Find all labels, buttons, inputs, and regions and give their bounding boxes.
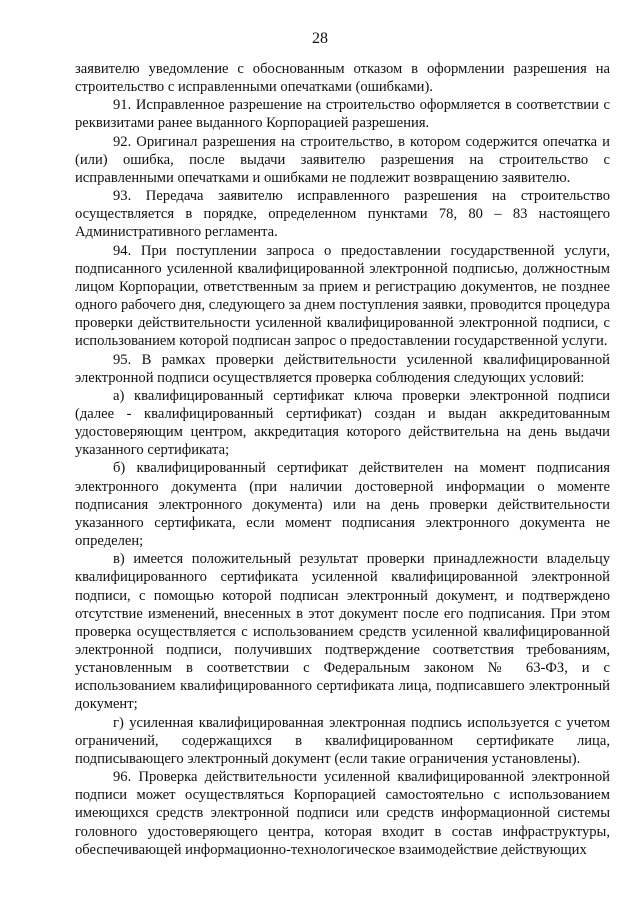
paragraph: заявителю уведомление с обоснованным отказом в оформлении разрешения на строительство с исправленными опечатками (ошибками). (75, 61, 610, 96)
paragraph: 91. Исправленное разрешение на строительство оформляется в соответствии с реквизитами ранее выданного Корпорацией разрешения. (75, 97, 610, 132)
paragraph: 95. В рамках проверки действительности усиленной квалифицированной электронной подписи осуществляется проверка соблюдения следующих условий: (75, 351, 610, 386)
paragraph: 94. При поступлении запроса о предоставлении государственной услуги, подписанного усиленной квалифицированной электронной подписью, должностным лицом Корпорации, ответственным за прием и регистрацию документов, не позднее одного рабочего дня, следующего за днем поступления заявки, проводится процедура проверки действительности усиленной квалифицированной электронной подписи, с использованием которой подписан запрос о предоставлении государственной услуги. (75, 242, 610, 350)
paragraph: 96. Проверка действительности усиленной квалифицированной электронной подписи может осуществляться Корпорацией самостоятельно с использованием имеющихся средств электронной подписи или средств информационной системы головного удостоверяющего центра, которая входит в состав инфраструктуры, обеспечивающей информационно-технологическое взаимодействие действующих (75, 769, 610, 858)
paragraph: б) квалифицированный сертификат действителен на момент подписания электронного документа (при наличии достоверной информации о моменте подписания электронного документа) или на день проверки действительности указанного сертификата, если момент подписания электронного документа не определен; (75, 460, 610, 550)
document-body (75, 60, 610, 859)
paragraph: 93. Передача заявителю исправленного разрешения на строительство осуществляется в порядке, определенном пунктами 78, 80 – 83 настоящего Административного регламента. (75, 188, 610, 241)
page-number: 28 (312, 30, 328, 47)
paragraph: г) усиленная квалифицированная электронная подпись используется с учетом ограничений, содержащихся в квалифицированном сертификате лица, подписывающего электронный документ (если такие ограничения установлены). (75, 714, 610, 767)
paragraph: 92. Оригинал разрешения на строительство, в котором содержится опечатка и (или) ошибка, после выдачи заявителю разрешения на строительство с исправленными опечатками и ошибками не подлежит возвращению заявителю. (75, 133, 610, 186)
paragraph: в) имеется положительный результат проверки принадлежности владельцу квалифицированного сертификата усиленной квалифицированной электронной подписи, с помощью которой подписан электронный документ, и подтверждено отсутствие изменений, внесенных в этот документ после его подписания. При этом проверка осуществляется с использованием средств усиленной квалифицированной электронной подписи, получивших подтверждение соответствия требованиям, установленным в соответствии с Федеральным законом № 63-ФЗ, и с использованием квалифицированного сертификата лица, подписавшего электронный документ; (75, 551, 610, 713)
paragraph: а) квалифицированный сертификат ключа проверки электронной подписи (далее - квалифицированный сертификат) создан и выдан аккредитованным удостоверяющим центром, аккредитация которого действительна на день выдачи указанного сертификата; (75, 387, 610, 459)
